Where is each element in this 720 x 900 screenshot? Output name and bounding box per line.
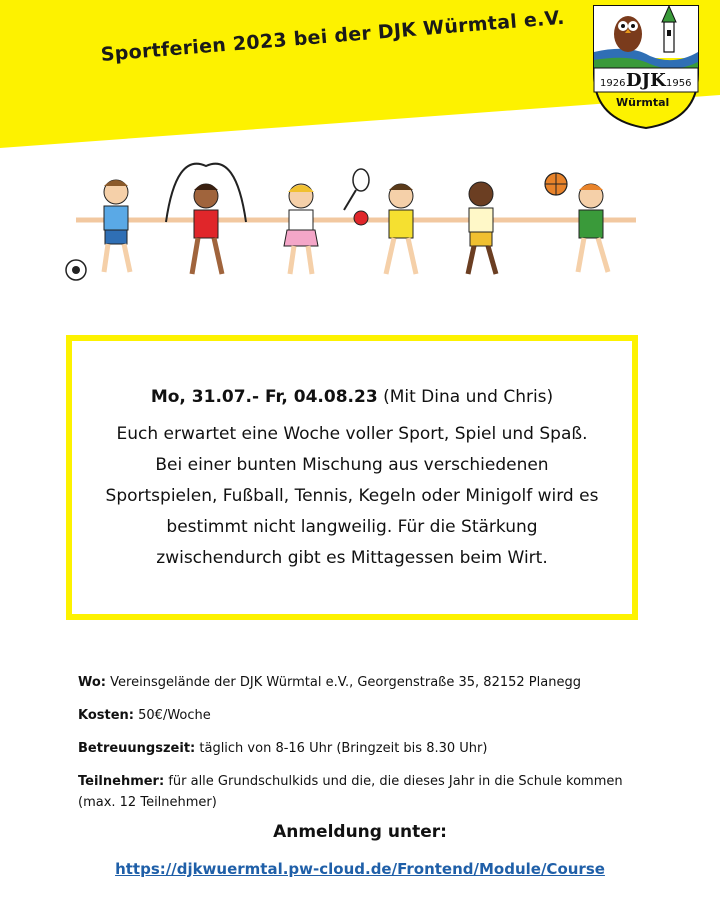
- kid-figure: [578, 184, 608, 272]
- kid-figure: [284, 184, 318, 274]
- registration-link[interactable]: https://djkwuermtal.pw-cloud.de/Frontend/Module/Course: [115, 860, 605, 878]
- event-details: [78, 672, 638, 825]
- registration-heading: Anmeldung unter:: [273, 822, 447, 842]
- crest-year-left: 1926: [600, 78, 626, 89]
- badminton-racket-icon: [344, 169, 369, 210]
- event-dateline: [72, 387, 632, 407]
- detail-label: Betreuungszeit:: [78, 741, 196, 756]
- detail-label: Wo:: [78, 675, 107, 690]
- owl-icon: [614, 16, 642, 52]
- crest-name: Würmtal: [616, 96, 670, 109]
- kids-illustration: [56, 162, 656, 292]
- detail-value: 50€/Woche: [138, 708, 211, 723]
- crest-year-right: 1956: [666, 78, 692, 89]
- detail-label: Kosten:: [78, 708, 134, 723]
- event-hosts: (Mit Dina und Chris): [383, 387, 554, 407]
- crest-monogram: DJK: [626, 70, 666, 91]
- detail-hours: [78, 738, 638, 759]
- detail-cost: [78, 705, 638, 726]
- detail-value: Vereinsgelände der DJK Würmtal e.V., Georgenstraße 35, 82152 Planegg: [110, 675, 581, 690]
- kid-figure: [192, 184, 222, 274]
- detail-value: für alle Grundschulkids und die, die dieses Jahr in die Schule kommen (max. 12 Teilnehmer): [78, 774, 623, 810]
- club-crest: [590, 2, 702, 130]
- crest-shield: [590, 2, 702, 130]
- kid-figure: [386, 184, 416, 274]
- event-dates: Mo, 31.07.- Fr, 04.08.23: [150, 387, 378, 407]
- detail-participants: [78, 771, 638, 813]
- soccer-ball-icon: [66, 260, 86, 280]
- page-title: Sportferien 2023 bei der DJK Würmtal e.V.: [100, 6, 566, 66]
- event-info-box: [66, 335, 638, 620]
- basketball-icon: [545, 173, 567, 195]
- detail-label: Teilnehmer:: [78, 774, 165, 789]
- kid-figure: [104, 180, 130, 272]
- kid-figure: [468, 182, 496, 274]
- table-tennis-paddle-icon: [354, 211, 368, 225]
- event-description: Euch erwartet eine Woche voller Sport, Spiel und Spaß. Bei einer bunten Mischung aus verschiedenen Sportspielen, Fußball, Tennis, Kegeln oder Minigolf wird es bestimmt nicht langweilig. Für die Stärkung zwischendurch gibt es Mittagessen beim Wirt.: [105, 424, 599, 568]
- detail-location: [78, 672, 638, 693]
- detail-value: täglich von 8-16 Uhr (Bringzeit bis 8.30 Uhr): [199, 741, 488, 756]
